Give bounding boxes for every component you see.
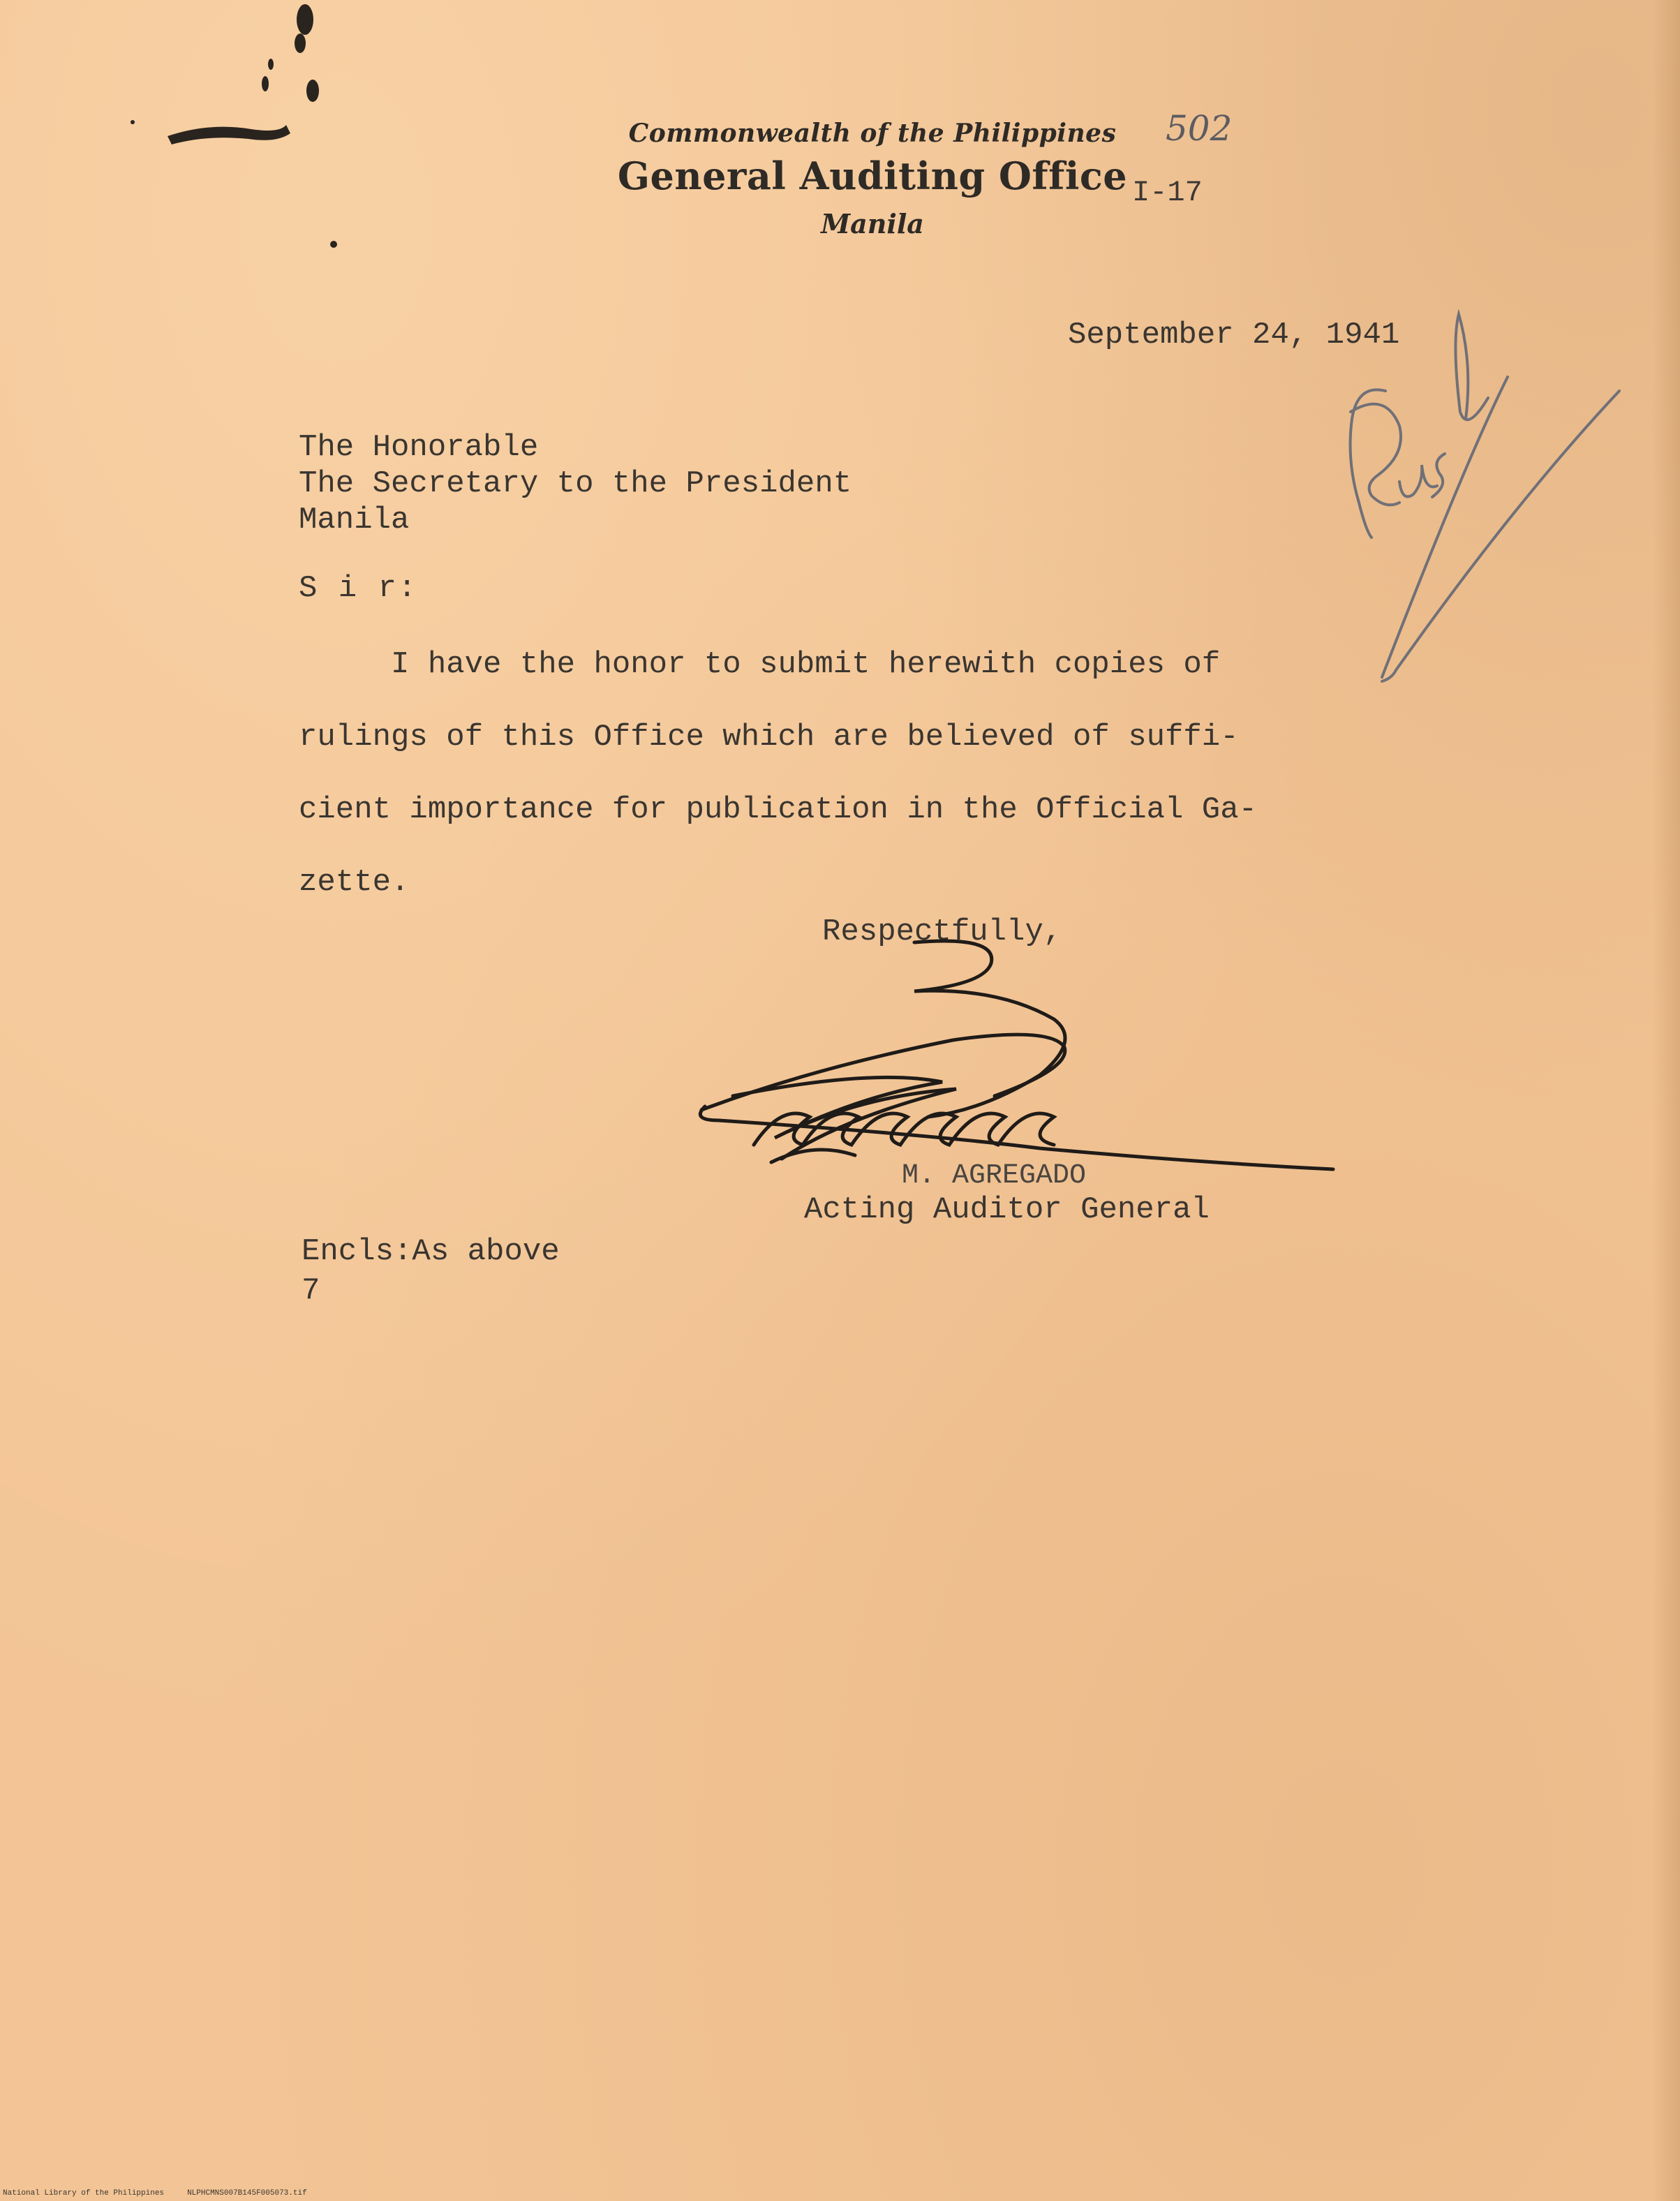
addressee-line-1: The Honorable (299, 430, 539, 465)
footer-file-id: NLPHCMNS007B145F005073.tif (187, 2189, 307, 2198)
reference-code: I-17 (1132, 176, 1203, 209)
footer-library: National Library of the Philippines (3, 2189, 165, 2198)
enclosures (302, 1232, 560, 1310)
signatory-name: M. AGREGADO (902, 1160, 1087, 1192)
letterhead-country: Commonwealth of the Philippines (628, 119, 1117, 148)
body-line-4: zette. (299, 865, 410, 900)
salutation: S i r: (299, 571, 418, 606)
addressee-line-3: Manila (299, 503, 410, 538)
handwritten-number: 502 (1166, 108, 1233, 149)
addressee-line-2: The Secretary to the President (299, 466, 852, 501)
signatory-title: Acting Auditor General (804, 1192, 1210, 1227)
body-line-2: rulings of this Office which are believed of suffi- (299, 720, 1239, 755)
body-line-3: cient importance for publication in the Official Ga- (299, 792, 1258, 827)
enclosures-line-2: 7 (302, 1273, 320, 1308)
archive-footer (3, 2189, 307, 2198)
closing: Respectfully, (822, 914, 1062, 949)
letterhead-office: General Auditing Office (617, 154, 1128, 198)
letter-date: September 24, 1941 (1068, 318, 1400, 353)
letterhead-city: Manila (821, 208, 924, 239)
body-line-1: I have the honor to submit herewith copies of (299, 647, 1221, 682)
enclosures-line-1: Encls:As above (302, 1234, 560, 1269)
